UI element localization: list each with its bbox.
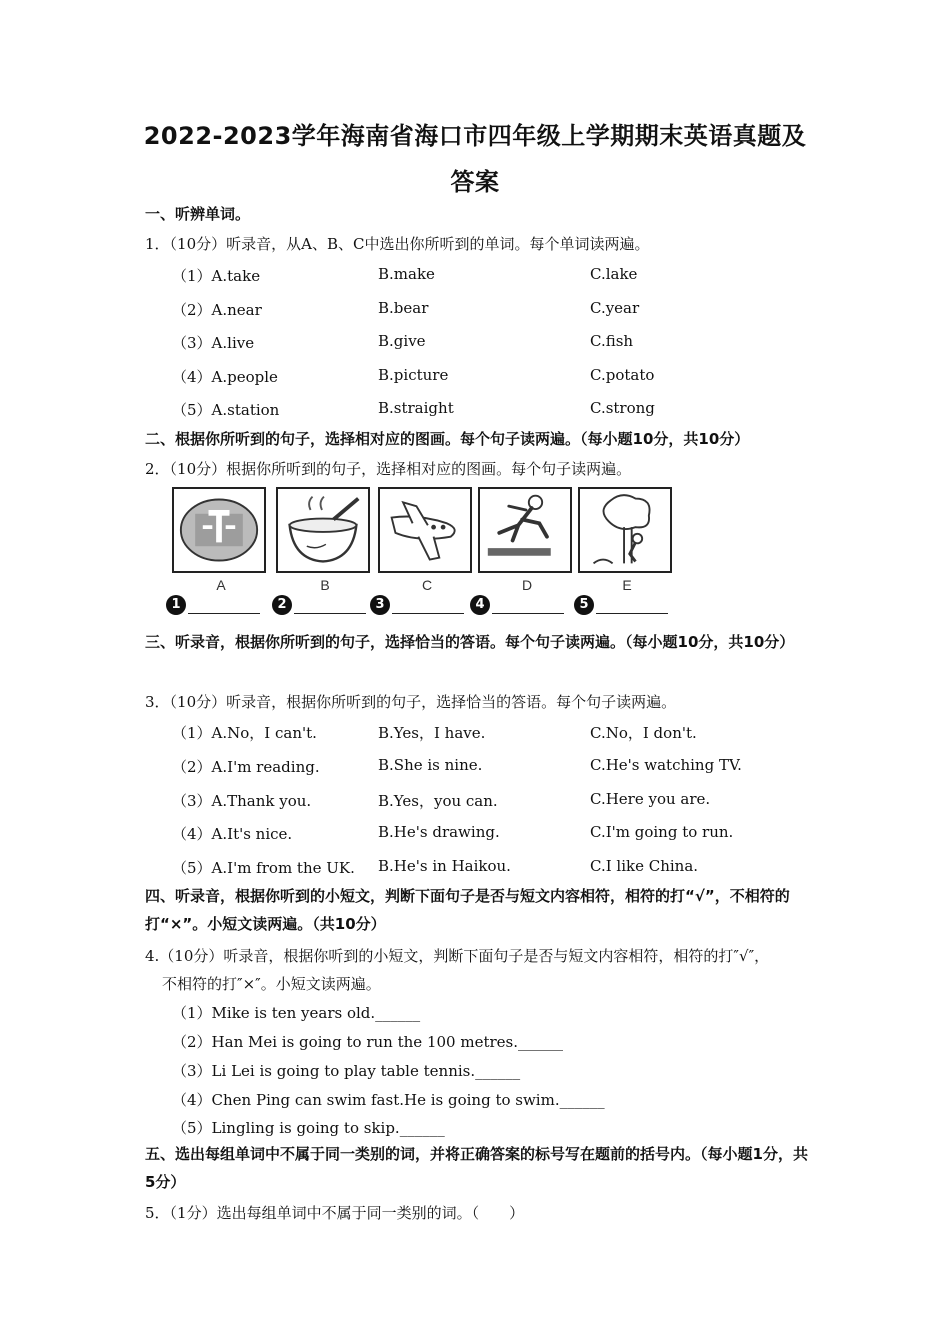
q1-row5-b: B.straight	[378, 399, 454, 417]
q3-row3-a: （3）A.Thank you.	[172, 792, 312, 810]
answer-blank-5[interactable]	[596, 613, 668, 614]
page-title-line-2: 答案	[450, 168, 500, 196]
q3-row4-b: B.He's drawing.	[378, 823, 500, 841]
q1-row2-a: （2）A.near	[172, 301, 262, 319]
q1-row4-a: （4）A.people	[172, 368, 278, 386]
q3-row4-c: C.I'm going to run.	[590, 823, 734, 841]
q1-row1-c: C.lake	[590, 265, 638, 283]
q1-row1-b: B.make	[378, 265, 435, 283]
question-3: 3．（10分）听录音，根据你所听到的句子，选择恰当的答语。每个句子读两遍。	[145, 693, 677, 711]
answer-number-1: 1	[166, 595, 186, 615]
answer-number-2: 2	[272, 595, 292, 615]
picture-label-c: C	[421, 577, 433, 593]
q3-row1-a: （1）A.No，I can't.	[172, 724, 317, 742]
q3-row3-c: C.Here you are.	[590, 790, 711, 808]
q1-row5-a: （5）A.station	[172, 401, 280, 419]
answer-blank-2[interactable]	[294, 613, 366, 614]
picture-label-b: B	[320, 577, 330, 593]
q3-row5-a: （5）A.I'm from the UK.	[172, 859, 355, 877]
noodle-bowl-icon	[276, 487, 370, 573]
q1-row2-b: B.bear	[378, 299, 429, 317]
section-1-heading: 一、听辨单词。	[145, 205, 251, 223]
q1-row2-c: C.year	[590, 299, 640, 317]
question-4-line-2: 不相符的打″×″。小短文读两遍。	[162, 975, 381, 993]
answer-number-3: 3	[370, 595, 390, 615]
q1-row4-c: C.potato	[590, 366, 655, 384]
section-3-heading: 三、听录音，根据你所听到的句子，选择恰当的答语。每个句子读两遍。（每小题10分，共10分）	[145, 633, 795, 651]
answer-number-5: 5	[574, 595, 594, 615]
section-2-heading: 二、根据你所听到的句子，选择相对应的图画。每个句子读两遍。（每小题10分，共10分）	[145, 430, 750, 448]
question-1: 1．（10分）听录音，从A、B、C中选出你所听到的单词。每个单词读两遍。	[145, 235, 650, 253]
question-5: 5．（1分）选出每组单词中不属于同一类别的词。（ ）	[145, 1204, 525, 1222]
picture-label-d: D	[521, 577, 533, 593]
q3-row5-c: C.I like China.	[590, 857, 699, 875]
q4-item-2: （2）Han Mei is going to run the 100 metres.______	[172, 1033, 563, 1051]
q4-item-3: （3）Li Lei is going to play table tennis.______	[172, 1062, 521, 1080]
answer-blank-1[interactable]	[188, 613, 260, 614]
tree-climber-icon	[578, 487, 672, 573]
answer-blank-4[interactable]	[492, 613, 564, 614]
long-jump-icon	[478, 487, 572, 573]
q3-row5-b: B.He's in Haikou.	[378, 857, 511, 875]
q1-row1-a: （1）A.take	[172, 267, 261, 285]
q3-row2-c: C.He's watching TV.	[590, 756, 742, 774]
picture-row	[172, 487, 672, 617]
question-4-line-1: 4.（10分）听录音，根据你听到的小短文，判断下面句子是否与短文内容相符，相符的打″√″，	[145, 947, 770, 965]
q4-item-4: （4）Chen Ping can swim fast.He is going to swim.______	[172, 1091, 605, 1109]
q1-row3-c: C.fish	[590, 332, 634, 350]
picture-label-e: E	[622, 577, 632, 593]
plane-icon	[378, 487, 472, 573]
q1-row5-c: C.strong	[590, 399, 655, 417]
q3-row1-b: B.Yes，I have.	[378, 724, 486, 742]
q3-row4-a: （4）A.It's nice.	[172, 825, 293, 843]
page-title-line-1: 2022-2023学年海南省海口市四年级上学期期末英语真题及	[143, 122, 807, 150]
subway-sign-icon	[172, 487, 266, 573]
q1-row4-b: B.picture	[378, 366, 449, 384]
picture-label-a: A	[216, 577, 226, 593]
q1-row3-b: B.give	[378, 332, 426, 350]
q4-item-1: （1）Mike is ten years old.______	[172, 1004, 421, 1022]
q4-item-5: （5）Lingling is going to skip.______	[172, 1119, 445, 1137]
answer-blank-3[interactable]	[392, 613, 464, 614]
section-5-heading: 五、选出每组单词中不属于同一类别的词，并将正确答案的标号写在题前的括号内。（每小题1分，共5分）	[145, 1145, 808, 1191]
q3-row1-c: C.No，I don't.	[590, 724, 697, 742]
question-2: 2．（10分）根据你所听到的句子，选择相对应的图画。每个句子读两遍。	[145, 460, 632, 478]
q3-row2-a: （2）A.I'm reading.	[172, 758, 320, 776]
answer-number-4: 4	[470, 595, 490, 615]
q1-row3-a: （3）A.live	[172, 334, 255, 352]
section-4-heading: 四、听录音，根据你听到的小短文，判断下面句子是否与短文内容相符，相符的打“√”，不相符的打“×”。小短文读两遍。（共10分）	[145, 887, 790, 933]
q3-row2-b: B.She is nine.	[378, 756, 483, 774]
q3-row3-b: B.Yes，you can.	[378, 792, 498, 810]
